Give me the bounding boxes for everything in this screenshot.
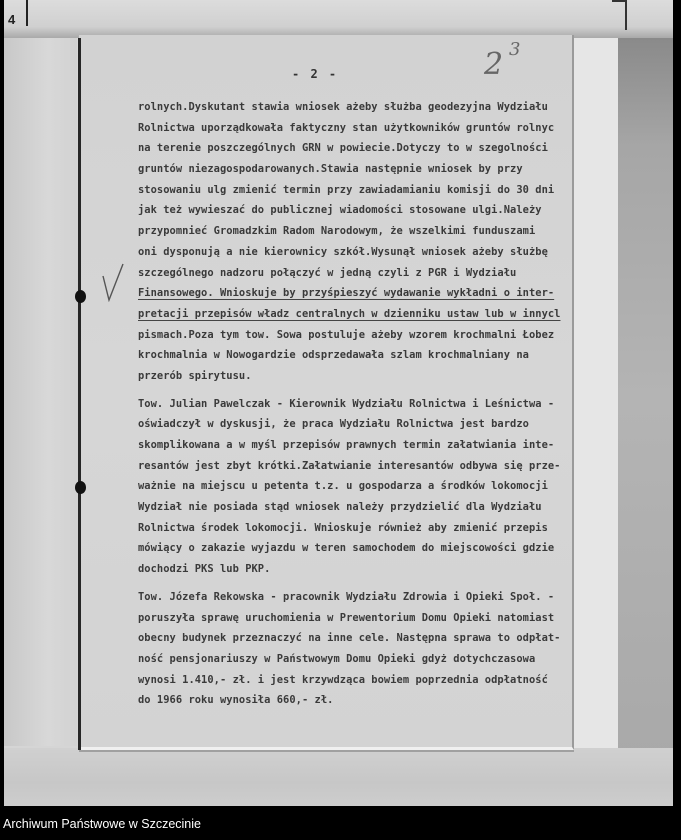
text-line: Tow. Józefa Rekowska - pracownik Wydziału Zdrowia i Opieki Społ. -: [138, 590, 555, 603]
text-line: mówiący o zakazie wyjazdu w teren samochodem do miejscowości gdzie: [138, 542, 555, 555]
text-line: dochodzi PKS lub PKP.: [138, 563, 271, 576]
text-line-underlined: Finansowego. Wnioskuje by przyśpieszyć wydawanie wykładni o inter-: [138, 287, 555, 300]
punch-hole-icon: [75, 481, 86, 494]
text-line: ność pensjonariuszy w Państwowym Domu Opieki gdyż dotychczasowa: [138, 652, 536, 665]
scan-bottom-area: [4, 748, 673, 806]
frame-marker-right: [625, 0, 627, 30]
text-line: oni dysponują a nie kierownicy szkół.Wysunął wniosek ażeby służbę: [138, 245, 548, 258]
text-line: do 1966 roku wynosiła 660,- zł.: [138, 694, 334, 707]
text-line: rolnych.Dyskutant stawia wniosek ażeby służba geodezyjna Wydziału: [138, 101, 548, 113]
text-line: przypomnieć Gromadzkim Radom Narodowym, że wszelkimi funduszami: [138, 225, 536, 238]
text-line: gruntów niezagospodarowanych.Stawia następnie wniosek by przy: [138, 163, 523, 176]
text-line: resantów jest zbyt krótki.Załatwianie interesantów odbywa się prze-: [138, 459, 561, 472]
right-shadow-area: [614, 38, 673, 758]
paragraph-gap: [138, 387, 578, 394]
text-line: stosowaniu ulg zmienić termin przy zawiadamianiu komisji do 30 dni: [138, 183, 555, 196]
text-line: Rolnictwa uporządkowała faktyczny stan użytkowników gruntów rolnyc: [138, 121, 555, 134]
text-line-underlined: pretacji przepisów władz centralnych w dzienniku ustaw lub w innycl: [138, 307, 561, 320]
punch-hole-icon: [75, 290, 86, 303]
paragraph-gap: [138, 580, 578, 587]
text-line: oświadczył w dyskusji, że praca Wydziału Rolnictwa jest bardzo: [138, 418, 529, 431]
text-line: Rolnictwa środek lokomocji. Wnioskuje również aby zmienić przepis: [138, 521, 548, 534]
typed-text-body: [138, 97, 578, 711]
frame-marker-left: [26, 0, 28, 26]
page-number: - 2 -: [292, 67, 339, 81]
handwritten-folio-number: 2: [484, 47, 504, 82]
text-line: Tow. Julian Pawelczak - Kierownik Wydziału Rolnictwa i Leśnictwa -: [138, 397, 555, 410]
text-line: wynosi 1.410,- zł. i jest krzywdząca bowiem poprzednia odpłatność: [138, 673, 548, 686]
text-line: jak też wywieszać do publicznej wiadomości stosowane ulgi.Należy: [138, 204, 542, 217]
text-line: ważnie na miejscu u petenta t.z. u gospodarza a środków lokomocji: [138, 480, 548, 493]
archive-caption: Archiwum Państwowe w Szczecinie: [3, 817, 201, 831]
text-line: obecny budynek przeznaczyć na inne cele. Następna sprawa to odpłat-: [138, 632, 561, 645]
text-line: na terenie poszczególnych GRN w powiecie.Dotyczy to w szegolności: [138, 142, 548, 155]
text-line: szczególnego nadzoru połączyć w jedną czyli z PGR i Wydziału: [138, 266, 517, 279]
handwritten-checkmark-icon: [101, 262, 125, 302]
frame-number: 4: [8, 12, 16, 27]
handwritten-superscript: 3: [509, 39, 521, 60]
text-line: Wydział nie posiada stąd wniosek należy przydzielić dla Wydziału: [138, 501, 542, 514]
binder-line: [78, 38, 81, 750]
text-line: poruszyła sprawę uruchomienia w Prewentorium Domu Opieki natomiast: [138, 611, 555, 624]
scanned-microfilm-frame: [4, 0, 673, 806]
text-line: pismach.Poza tym tow. Sowa postuluje ażeby wzorem krochmalni Łobez: [138, 328, 555, 341]
film-top-strip: [4, 0, 673, 38]
binder-margin: [4, 38, 77, 746]
text-line: krochmalnia w Nowogardzie odsprzedawała szlam krochmalniany na: [138, 349, 529, 362]
text-line: skomplikowana a w myśl przepisów prawnych termin załatwiania inte-: [138, 439, 555, 451]
frame-marker-right-horizontal: [612, 0, 627, 2]
text-line: przerób spirytusu.: [138, 369, 252, 382]
